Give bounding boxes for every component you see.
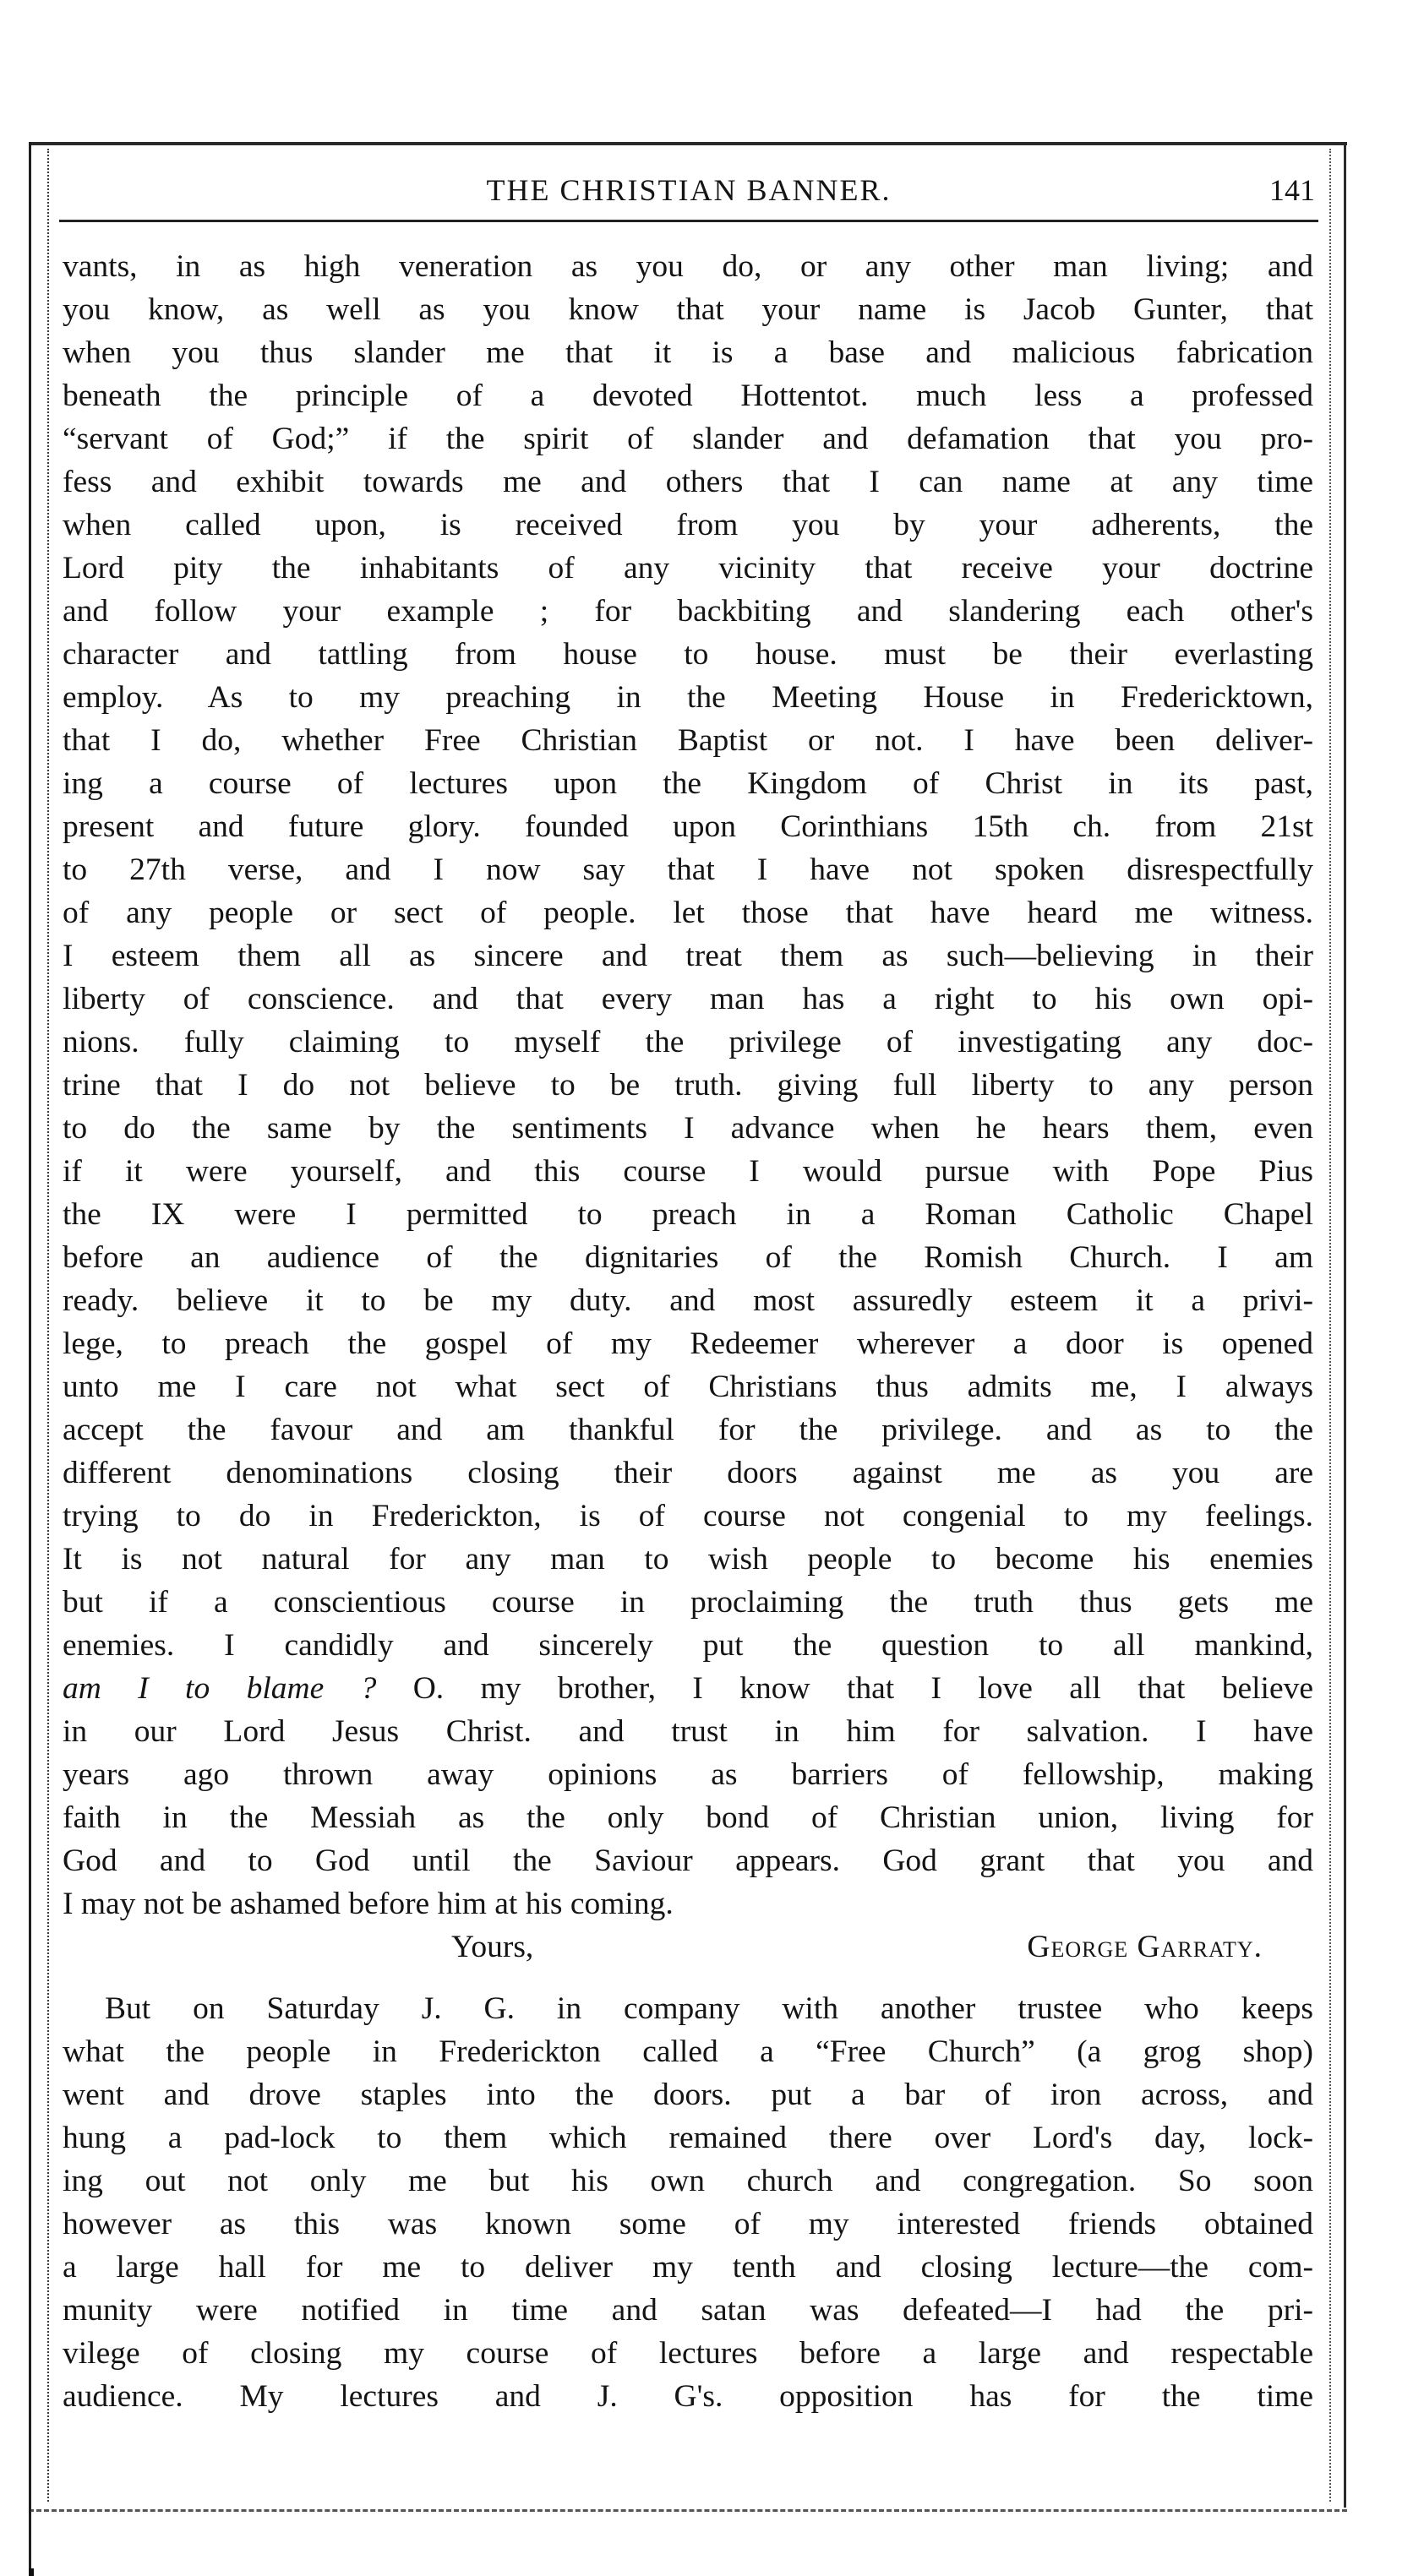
text-line: munity were notified in time and satan was defeated—I had the pri- <box>63 2293 1313 2328</box>
text-line-continuation: O. my brother, I know that I love all that believe <box>376 1671 1314 1706</box>
text-line: a large hall for me to deliver my tenth and closing lecture—the com- <box>63 2250 1313 2285</box>
text-line: unto me I care not what sect of Christians thus admits me, I always <box>63 1370 1313 1404</box>
page-header <box>59 161 1318 222</box>
text-line: I esteem them all as sincere and treat them as such—believing in their <box>63 939 1313 973</box>
text-line: It is not natural for any man to wish people to become his enemies <box>63 1542 1313 1577</box>
body-text <box>63 245 1313 2418</box>
text-line: vilege of closing my course of lectures before a large and respectable <box>63 2336 1313 2371</box>
text-line: employ. As to my preaching in the Meeting House in Fredericktown, <box>63 680 1313 715</box>
running-head: THE CHRISTIAN BANNER. <box>486 173 892 207</box>
text-line: different denominations closing their doors against me as you are <box>63 1456 1313 1490</box>
text-line: the IX were I permitted to preach in a Roman Catholic Chapel <box>63 1197 1313 1232</box>
text-line: ready. believe it to be my duty. and most assuredly esteem it a privi- <box>63 1283 1313 1318</box>
letter-signoff <box>63 1925 1313 1969</box>
text-line: that I do, whether Free Christian Baptist or not. I have been deliver- <box>63 723 1313 758</box>
text-line: but if a conscientious course in proclaiming the truth thus gets me <box>63 1585 1313 1620</box>
text-line: of any people or sect of people. let those that have heard me witness. <box>63 896 1313 930</box>
text-line: if it were yourself, and this course I would pursue with Pope Pius <box>63 1154 1313 1189</box>
text-line: But on Saturday J. G. in company with another trustee who keeps <box>105 1991 1313 2026</box>
text-line: years ago thrown away opinions as barriers of fellowship, making <box>63 1757 1313 1792</box>
italic-phrase: am I to blame ? <box>63 1671 377 1706</box>
text-line: and follow your example ; for backbiting and slandering each other's <box>63 594 1313 629</box>
text-line: beneath the principle of a devoted Hottentot. much less a professed <box>63 379 1313 413</box>
signature: George Garraty. <box>1027 1930 1263 1964</box>
text-line: Lord pity the inhabitants of any vicinity that receive your doctrine <box>63 551 1313 585</box>
text-line: lege, to preach the gospel of my Redeemer wherever a door is opened <box>63 1326 1313 1361</box>
text-line: when you thus slander me that it is a base and malicious fabrication <box>63 335 1313 370</box>
text-line: character and tattling from house to house. must be their everlasting <box>63 637 1313 672</box>
letter-body-end <box>63 1710 1313 1925</box>
text-line: God and to God until the Saviour appears. God grant that you and <box>63 1844 1313 1878</box>
text-line: audience. My lectures and J. G's. opposition has for the time <box>63 2379 1313 2414</box>
page-number: 141 <box>1269 173 1315 207</box>
letter-body <box>63 245 1313 1667</box>
narrative-paragraph <box>63 1987 1313 2418</box>
text-line: went and drove staples into the doors. put a bar of iron across, and <box>63 2078 1313 2112</box>
page-edge-mark <box>29 2568 34 2576</box>
left-inner-rule <box>47 149 51 2502</box>
text-line: nions. fully claiming to myself the privilege of investigating any doc- <box>63 1025 1313 1059</box>
text-line: to 27th verse, and I now say that I have not spoken disrespectfully <box>63 852 1313 887</box>
text-line: in our Lord Jesus Christ. and trust in him for salvation. I have <box>63 1714 1313 1749</box>
text-line: you know, as well as you know that your name is Jacob Gunter, that <box>63 292 1313 327</box>
text-line: when called upon, is received from you by your adherents, the <box>63 508 1313 542</box>
text-line: accept the favour and am thankful for the privilege. and as to the <box>63 1413 1313 1447</box>
text-line: hung a pad-lock to them which remained there over Lord's day, lock- <box>63 2121 1313 2155</box>
text-line: trying to do in Frederickton, is of course not congenial to my feelings. <box>63 1499 1313 1533</box>
text-line: however as this was known some of my interested friends obtained <box>63 2207 1313 2241</box>
left-border-rule <box>29 142 31 2575</box>
right-inner-rule <box>1329 149 1333 2502</box>
closing-salutation: Yours, <box>451 1930 534 1964</box>
text-line: “servant of God;” if the spirit of slander and defamation that you pro- <box>63 422 1313 456</box>
right-border-rule <box>1344 142 1346 2508</box>
text-line: trine that I do not believe to be truth. giving full liberty to any person <box>63 1068 1313 1103</box>
text-line: ing a course of lectures upon the Kingdom of Christ in its past, <box>63 766 1313 801</box>
text-line: fess and exhibit towards me and others that I can name at any time <box>63 465 1313 499</box>
text-line: what the people in Frederickton called a “Free Church” (a grog shop) <box>63 2034 1313 2069</box>
text-line: enemies. I candidly and sincerely put the question to all mankind, <box>63 1628 1313 1663</box>
text-line: vants, in as high veneration as you do, or any other man living; and <box>63 249 1313 284</box>
text-line: before an audience of the dignitaries of the Romish Church. I am <box>63 1240 1313 1275</box>
text-line: faith in the Messiah as the only bond of Christian union, living for <box>63 1800 1313 1835</box>
text-line: liberty of conscience. and that every man has a right to his own opi- <box>63 982 1313 1016</box>
text-line: ing out not only me but his own church and congregation. So soon <box>63 2164 1313 2198</box>
text-line: I may not be ashamed before him at his coming. <box>63 1887 674 1921</box>
text-line: to do the same by the sentiments I advance when he hears them, even <box>63 1111 1313 1146</box>
text-line: present and future glory. founded upon Corinthians 15th ch. from 21st <box>63 809 1313 844</box>
text-line <box>63 1667 1313 1710</box>
